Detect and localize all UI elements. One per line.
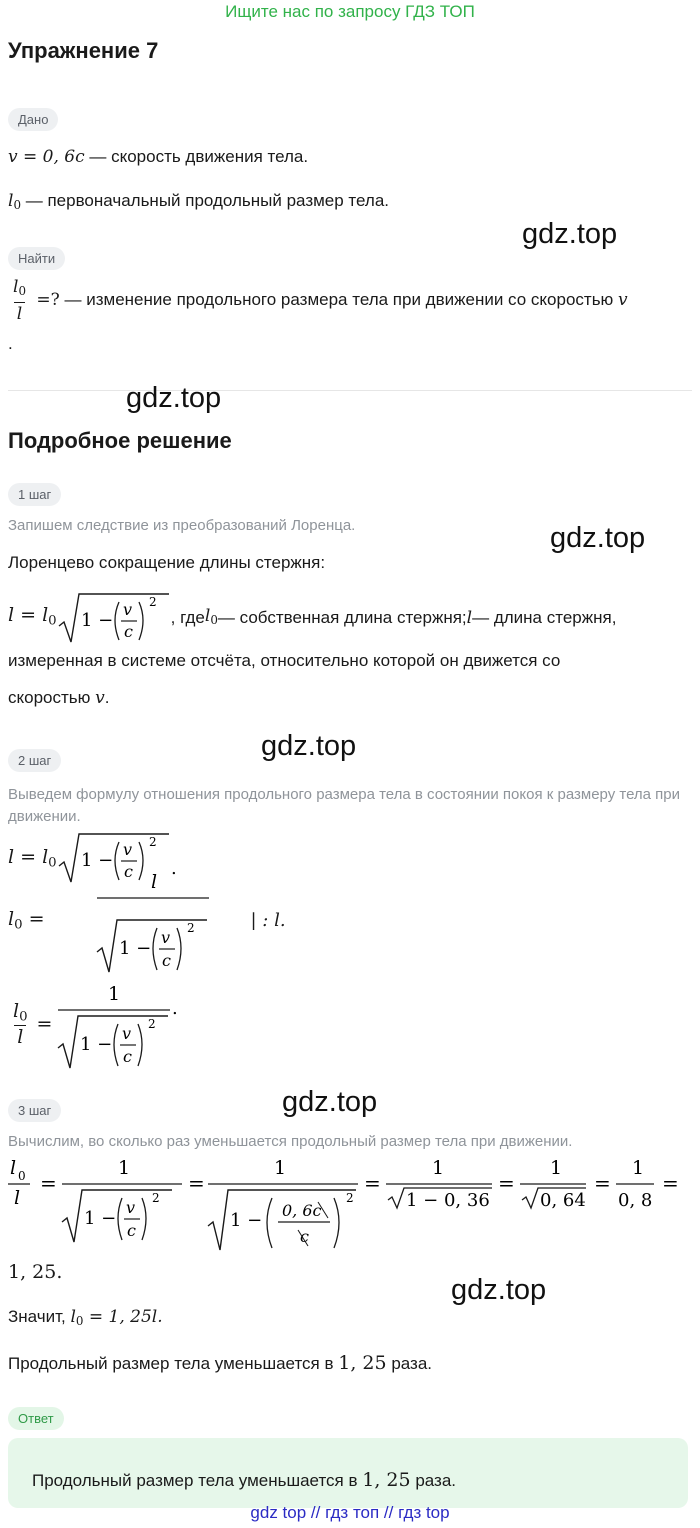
svg-text:2: 2 [346, 1191, 354, 1205]
step2-hint: Выведем формулу отношения продольного размера тела в состоянии покоя к размеру тела при движении. [8, 786, 681, 825]
fraction-1-over-root [56, 976, 186, 1072]
given-line-1 [8, 146, 308, 168]
conclusion-line [8, 1352, 432, 1375]
step2-eq2: $l_0$ = l 1 − v c 2 | : l. [8, 862, 286, 978]
svg-text:1: 1 [274, 1157, 287, 1179]
where-text: , где [170, 608, 205, 627]
svg-text:1: 1 [550, 1157, 563, 1179]
svg-text:0, 6c: 0, 6c [282, 1201, 322, 1220]
svg-text:1: 1 [432, 1157, 445, 1179]
therefore-line: Значит, $l_0 = 1$, 25l. [8, 1307, 163, 1328]
conclusion-suffix: раза. [386, 1354, 433, 1373]
calculation-chain [8, 1154, 698, 1258]
svg-text:c: c [161, 951, 171, 970]
conclusion-number: 1, 25 [338, 1352, 387, 1374]
footer-links[interactable]: gdz top // гдз топ // гдз top [250, 1503, 450, 1522]
step1-formula-line: $l = l_0$ 1 − v c 2 , где $l_0$ — собственная длина стержня; l — длина стержня, [8, 590, 616, 646]
speed-label: скоростью [8, 688, 96, 707]
step3-hint: Вычислим, во сколько раз уменьшается продольный размер тела при движении. [8, 1133, 573, 1150]
given-chip: Дано [8, 108, 58, 131]
step1-line2: измеренная в системе отсчёта, относительно которой он движется со [8, 651, 561, 670]
length-text: — длина стержня, [472, 608, 617, 627]
svg-text:0: 0 [18, 1169, 26, 1183]
svg-text:0, 8: 0, 8 [618, 1190, 653, 1211]
answer-suffix: раза. [410, 1471, 457, 1490]
divider [8, 390, 692, 391]
svg-text:v: v [126, 1198, 136, 1217]
given-line-2 [8, 190, 389, 216]
answer-prefix: Продольный размер тела уменьшается в [32, 1471, 363, 1490]
solution-title: Подробное решение [8, 428, 232, 453]
svg-text:2: 2 [148, 1017, 157, 1031]
fraction-l-over-root [51, 862, 221, 978]
watermark: gdz.top [282, 1086, 378, 1118]
svg-text:c: c [123, 622, 133, 641]
svg-text:v: v [160, 928, 170, 947]
svg-text:1: 1 [118, 1157, 131, 1179]
svg-text:=: = [498, 1171, 515, 1195]
l0-desc: — первоначальный продольный размер тела. [21, 191, 390, 210]
svg-text:l: l [150, 871, 157, 893]
watermark: gdz.top [261, 730, 357, 762]
svg-text:2: 2 [186, 921, 195, 935]
velocity-formula: v = 0, 6c [8, 147, 85, 167]
step1-hint: Запишем следствие из преобразований Лоренца. [8, 517, 356, 534]
svg-text:c: c [300, 1227, 309, 1246]
svg-text:=: = [40, 1171, 57, 1195]
svg-text:c: c [123, 1047, 133, 1066]
step2-chip: 2 шаг [8, 749, 61, 772]
watermark: gdz.top [550, 522, 646, 554]
find-line: $\frac{l_0}{l}$ =? — изменение продольного размера тела при движении со скоростью v [8, 276, 628, 325]
svg-text:1 −: 1 − [118, 938, 151, 959]
svg-text:1 −: 1 − [230, 1210, 263, 1231]
own-length-text: — собственная длина стержня; [217, 608, 467, 627]
svg-text:1: 1 [108, 983, 121, 1005]
svg-text:l: l [14, 1187, 21, 1209]
step2-eq1: $l = l_0$ 1 − v c 2 . [8, 830, 179, 886]
find-period: . [8, 334, 13, 353]
ratio-l0-l: $\frac{l_0}{l}$ [13, 277, 27, 324]
therefore-label: Значит, [8, 1307, 71, 1326]
step1-chip: 1 шаг [8, 483, 61, 506]
svg-text:.: . [172, 998, 179, 1019]
lorentz-root [57, 590, 171, 646]
svg-text:v: v [122, 840, 132, 859]
svg-text:v: v [122, 1024, 132, 1043]
step3-chip: 3 шаг [8, 1099, 61, 1122]
svg-text:1 −: 1 − [84, 1208, 117, 1229]
exercise-title: Упражнение 7 [8, 38, 159, 63]
svg-text:1: 1 [632, 1157, 645, 1179]
svg-text:2: 2 [148, 835, 157, 849]
top-banner: Ищите нас по запросу ГДЗ ТОП [225, 2, 475, 21]
result-value: 1, 25. [8, 1261, 63, 1283]
svg-text:1 − 0, 36: 1 − 0, 36 [406, 1190, 490, 1211]
step1-intro: Лоренцево сокращение длины стержня: [8, 553, 326, 572]
svg-text:0, 64: 0, 64 [540, 1190, 586, 1211]
svg-text:l: l [10, 1157, 17, 1179]
answer-number: 1, 25 [362, 1469, 411, 1491]
step1-line3: скоростью v. [8, 688, 110, 708]
svg-text:1 −: 1 − [80, 1034, 113, 1055]
divide-by-l: | : l. [250, 909, 286, 931]
svg-text:1 −: 1 − [80, 850, 113, 871]
watermark: gdz.top [126, 382, 222, 414]
step3-chain [8, 1154, 698, 1263]
watermark: gdz.top [451, 1274, 547, 1306]
conclusion-text: Продольный размер тела уменьшается в [8, 1354, 339, 1373]
svg-text:=: = [188, 1171, 205, 1195]
svg-text:=: = [662, 1171, 679, 1195]
find-desc: — изменение продольного размера тела при движении со скоростью [59, 289, 619, 309]
svg-text:.: . [170, 858, 177, 879]
l0-symbol: $l_0$ [8, 191, 22, 212]
svg-text:2: 2 [148, 595, 157, 609]
svg-text:c: c [127, 1221, 136, 1240]
watermark: gdz.top [522, 218, 618, 250]
answer-chip: Ответ [8, 1407, 64, 1430]
answer-text [32, 1469, 456, 1492]
svg-text:=: = [364, 1171, 381, 1195]
svg-text:=: = [594, 1171, 611, 1195]
svg-text:2: 2 [152, 1191, 160, 1205]
find-chip: Найти [8, 247, 65, 270]
svg-text:1 −: 1 − [80, 610, 113, 631]
svg-text:v: v [122, 600, 132, 619]
svg-text:c: c [123, 862, 133, 881]
velocity-desc: — скорость движения тела. [84, 147, 309, 166]
step2-eq3: $\frac{l_0}{l}$ = 1 1 − v c 2 . [8, 976, 186, 1072]
